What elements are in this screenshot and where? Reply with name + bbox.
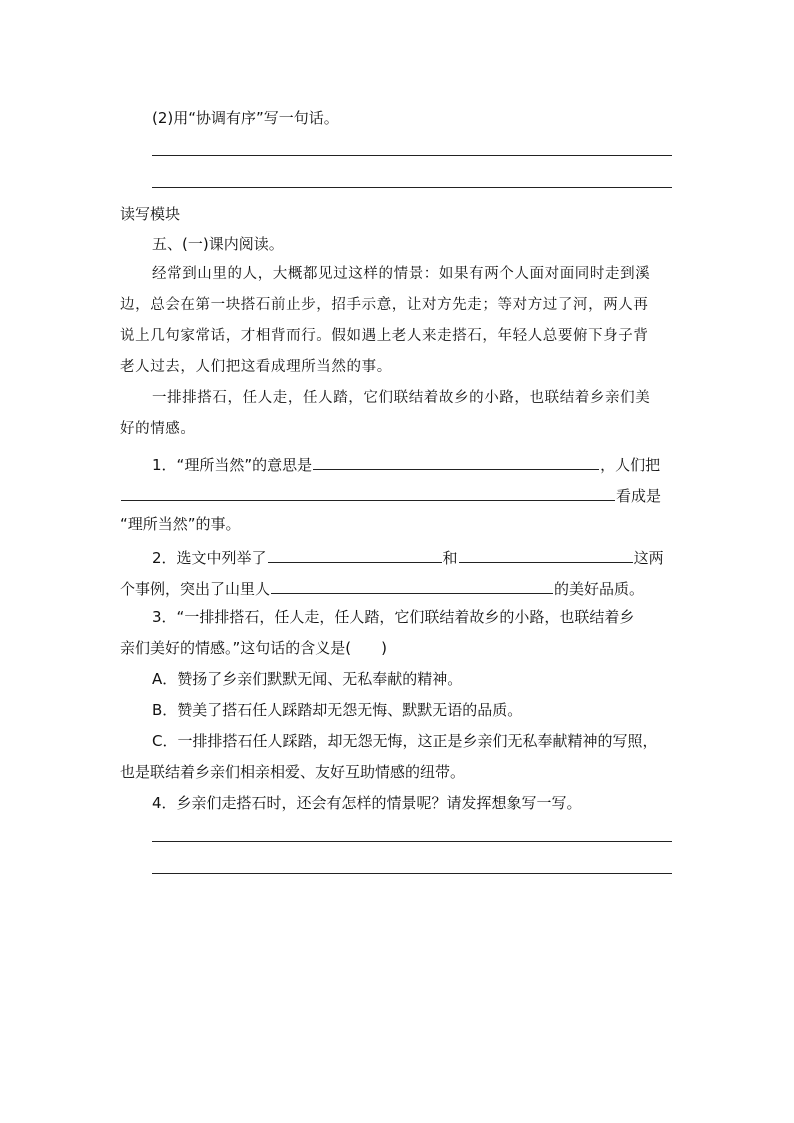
option-a[interactable]: A．赞扬了乡亲们默默无闻、无私奉献的精神。 [152,670,463,688]
question-2-text: 和 [442,549,458,567]
question-2-text: 的美好品质。 [554,580,645,598]
question-2-text: 这两 [633,549,664,567]
question-1-line-2 [120,482,661,507]
fill-blank[interactable] [313,451,599,470]
question-1-text: 1．“理所当然”的意思是 [152,456,313,474]
question-2-text: 2．选文中列举了 [152,549,267,567]
option-b[interactable]: B．赞美了搭石任人踩踏却无怨无悔、默默无语的品质。 [152,701,523,719]
fill-blank[interactable] [459,544,633,563]
question-4-prompt: 4．乡亲们走搭石时，还会有怎样的情景呢？请发挥想象写一写。 [152,794,582,812]
answer-line[interactable] [152,155,672,156]
answer-line[interactable] [152,873,672,874]
question-2-line-2 [120,575,644,600]
fill-blank[interactable] [121,482,615,501]
passage-line: 一排排搭石，任人走，任人踏，它们联结着故乡的小路，也联结着乡亲们美 [152,390,651,406]
option-c-continued: 也是联结着乡亲们相亲相爱、友好互助情感的纽带。 [120,763,466,781]
passage-line: 老人过去，人们把这看成理所当然的事。 [120,359,392,375]
question-1-line-1 [152,451,660,476]
question-3-line-1: 3．“一排排搭石，任人走，任人踏，它们联结着故乡的小路，也联结着乡 [152,608,635,626]
answer-line[interactable] [152,187,672,188]
question-1-text: 看成是 [616,487,662,505]
passage-line: 经常到山里的人，大概都见过这样的情景：如果有两个人面对面同时走到溪 [152,266,651,282]
answer-line[interactable] [152,841,672,842]
option-c[interactable]: C．一排排搭石任人踩踏，却无怨无悔，这正是乡亲们无私奉献精神的写照， [152,732,658,750]
section-title: 读写模块 [120,205,181,223]
fill-blank[interactable] [268,544,442,563]
passage-line: 边，总会在第一块搭石前止步，招手示意，让对方先走；等对方过了河，两人再 [120,297,649,313]
fill-blank[interactable] [271,575,553,594]
question-3-line-2: 亲们美好的情感。”这句话的含义是( ) [120,639,387,657]
passage-line: 好的情感。 [120,421,196,437]
question-2-prompt: (2)用“协调有序”写一句话。 [152,109,339,127]
question-2-text: 个事例，突出了山里人 [120,580,271,598]
question-1-text: ，人们把 [600,456,661,474]
question-1-line-3: “理所当然”的事。 [120,515,241,533]
part-title: 五、(一)课内阅读。 [152,235,284,253]
question-2-line-1 [152,544,664,569]
passage-line: 说上几句家常话，才相背而行。假如遇上老人来走搭石，年轻人总要俯下身子背 [120,328,649,344]
